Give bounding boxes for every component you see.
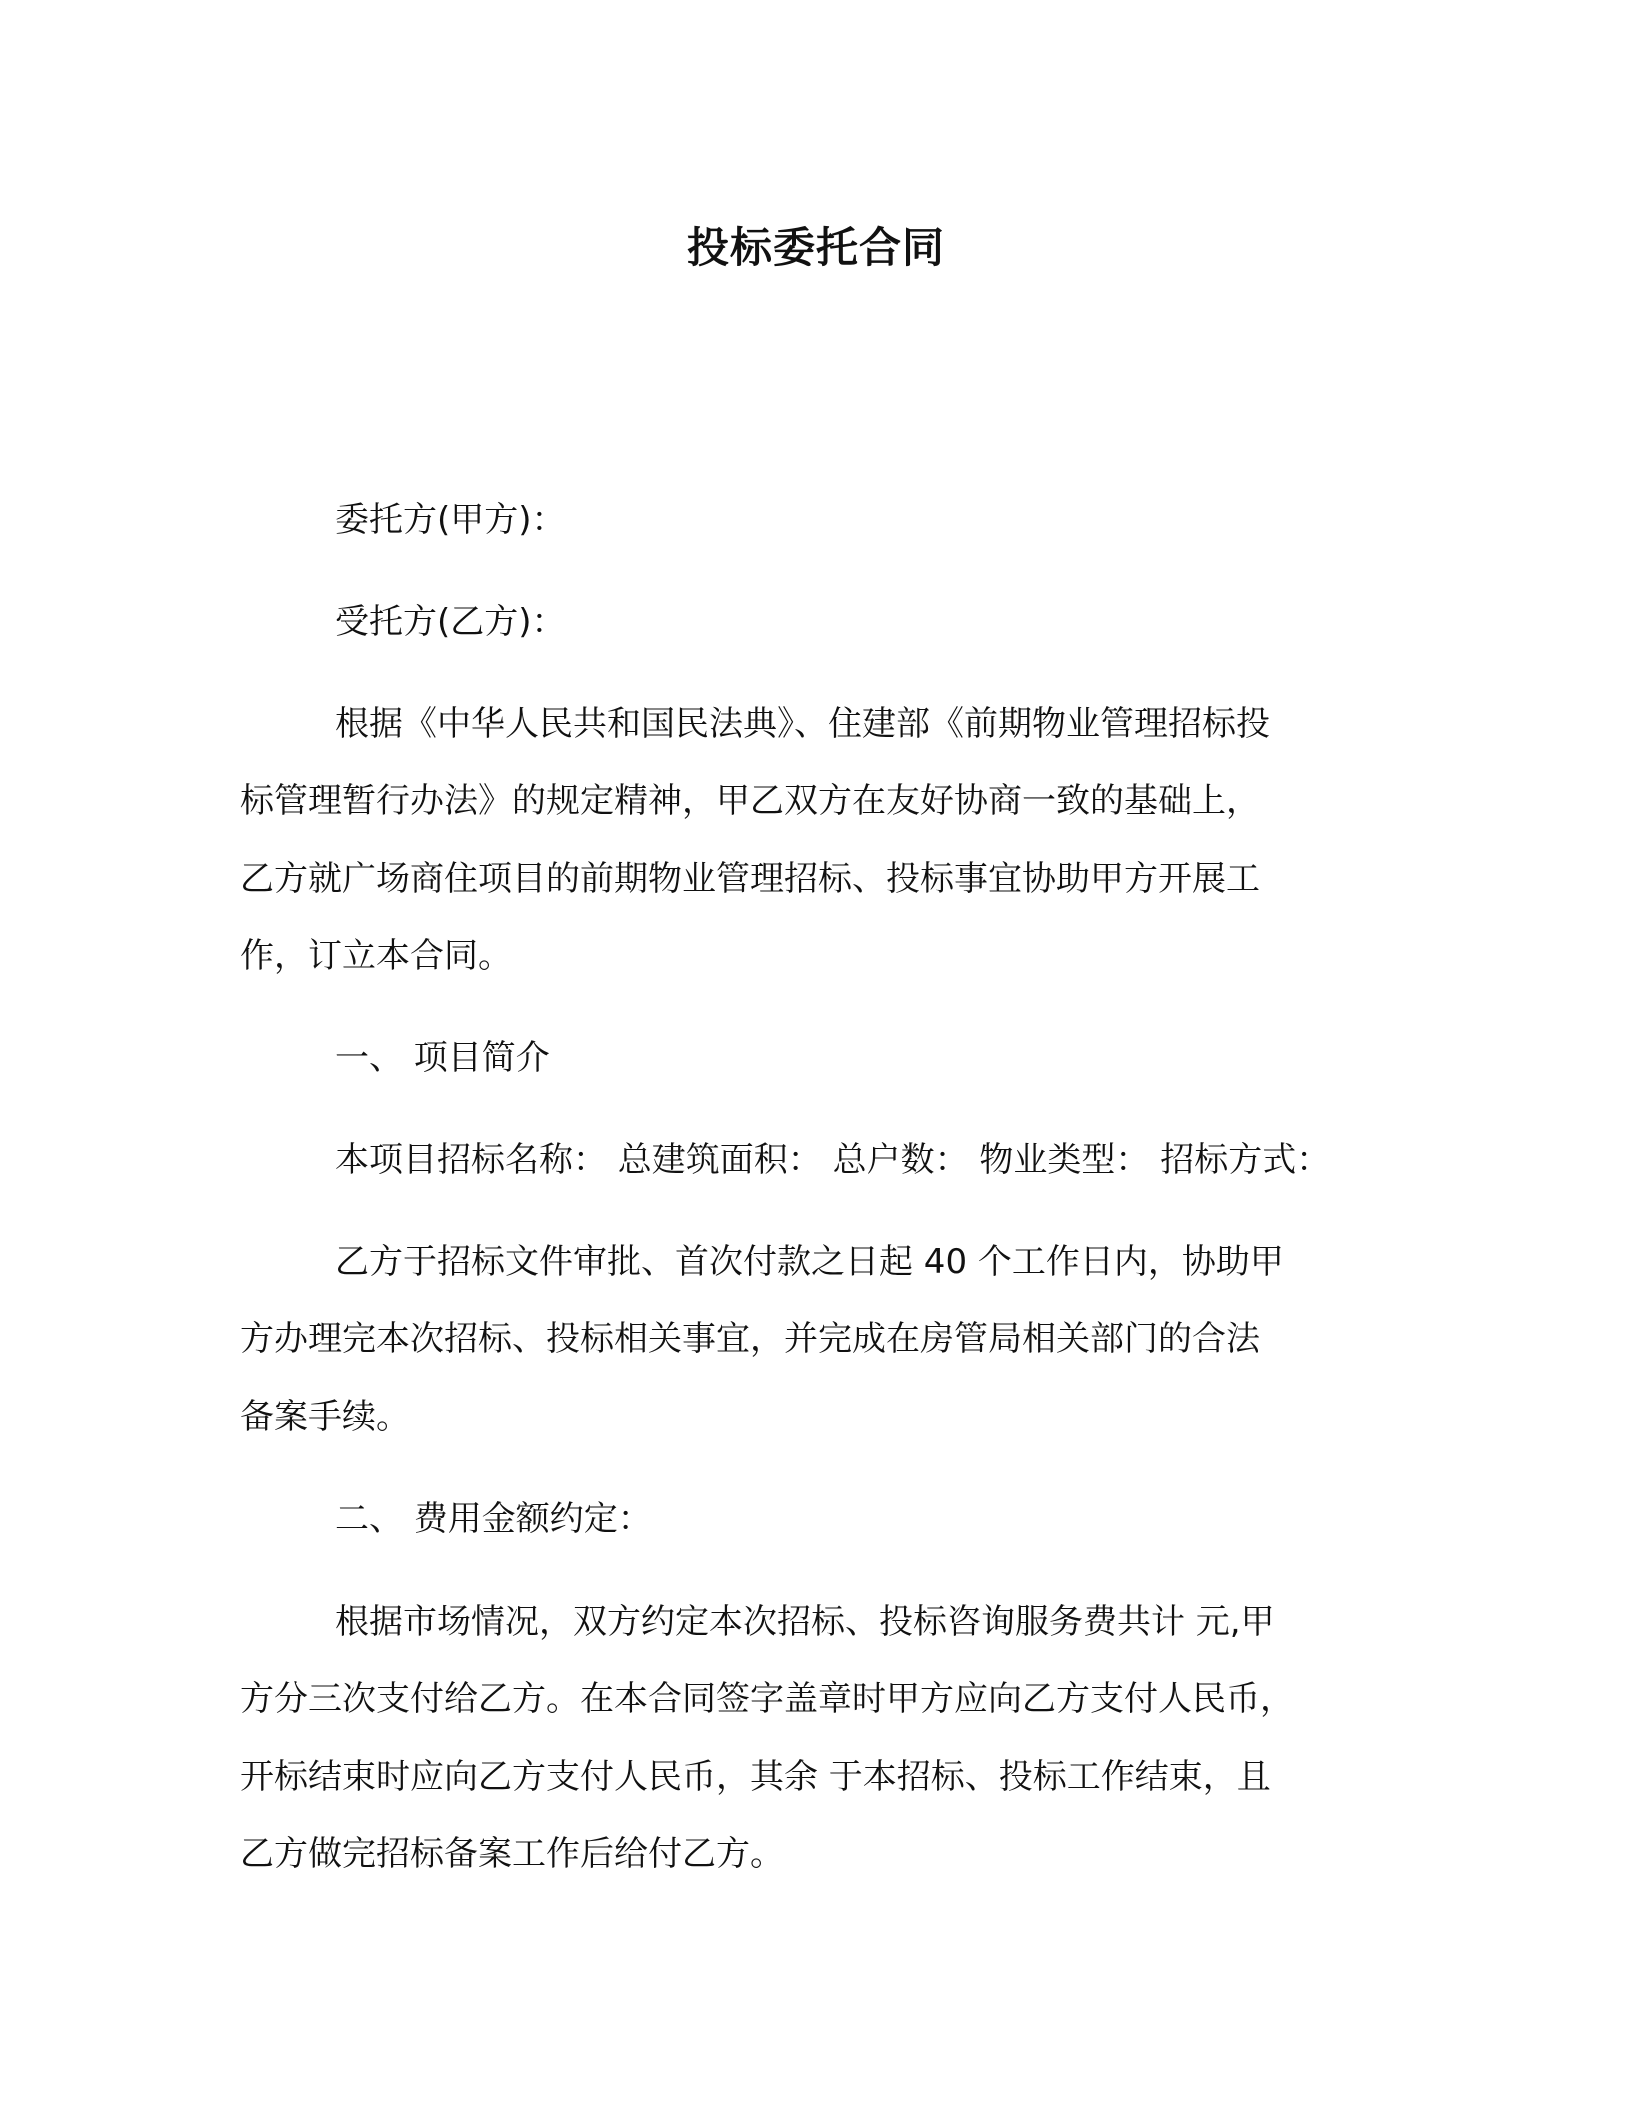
paragraph-line: 备案手续。 [240, 1397, 410, 1437]
paragraph-line: 乙方就广场商住项目的前期物业管理招标、投标事宜协助甲方开展工 [240, 859, 1260, 899]
paragraph-line: 开标结束时应向乙方支付人民币，其余 于本招标、投标工作结束，且 [240, 1757, 1271, 1797]
party-a-label: 委托方(甲方)： [335, 500, 566, 540]
paragraph-line: 方分三次支付给乙方。在本合同签字盖章时甲方应向乙方支付人民币， [240, 1679, 1294, 1719]
project-fields: 本项目招标名称： 总建筑面积： 总户数： 物业类型： 招标方式： [335, 1140, 1331, 1180]
document-title: 投标委托合同 [686, 223, 945, 272]
section-2-heading: 二、 费用金额约定： [335, 1499, 652, 1539]
paragraph-line: 乙方于招标文件审批、首次付款之日起 40 个工作日内，协助甲 [335, 1242, 1284, 1282]
paragraph-line: 根据《中华人民共和国民法典》、住建部《前期物业管理招标投 [335, 704, 1270, 744]
paragraph-line: 作，订立本合同。 [240, 936, 512, 976]
section-1-heading: 一、 项目简介 [335, 1038, 550, 1078]
paragraph-line: 方办理完本次招标、投标相关事宜，并完成在房管局相关部门的合法 [240, 1319, 1260, 1359]
party-b-label: 受托方(乙方)： [335, 602, 566, 642]
paragraph-line: 乙方做完招标备案工作后给付乙方。 [240, 1834, 784, 1874]
paragraph-line: 根据市场情况，双方约定本次招标、投标咨询服务费共计 元,甲 [335, 1602, 1275, 1642]
paragraph-line: 标管理暂行办法》的规定精神，甲乙双方在友好协商一致的基础上， [240, 781, 1260, 821]
